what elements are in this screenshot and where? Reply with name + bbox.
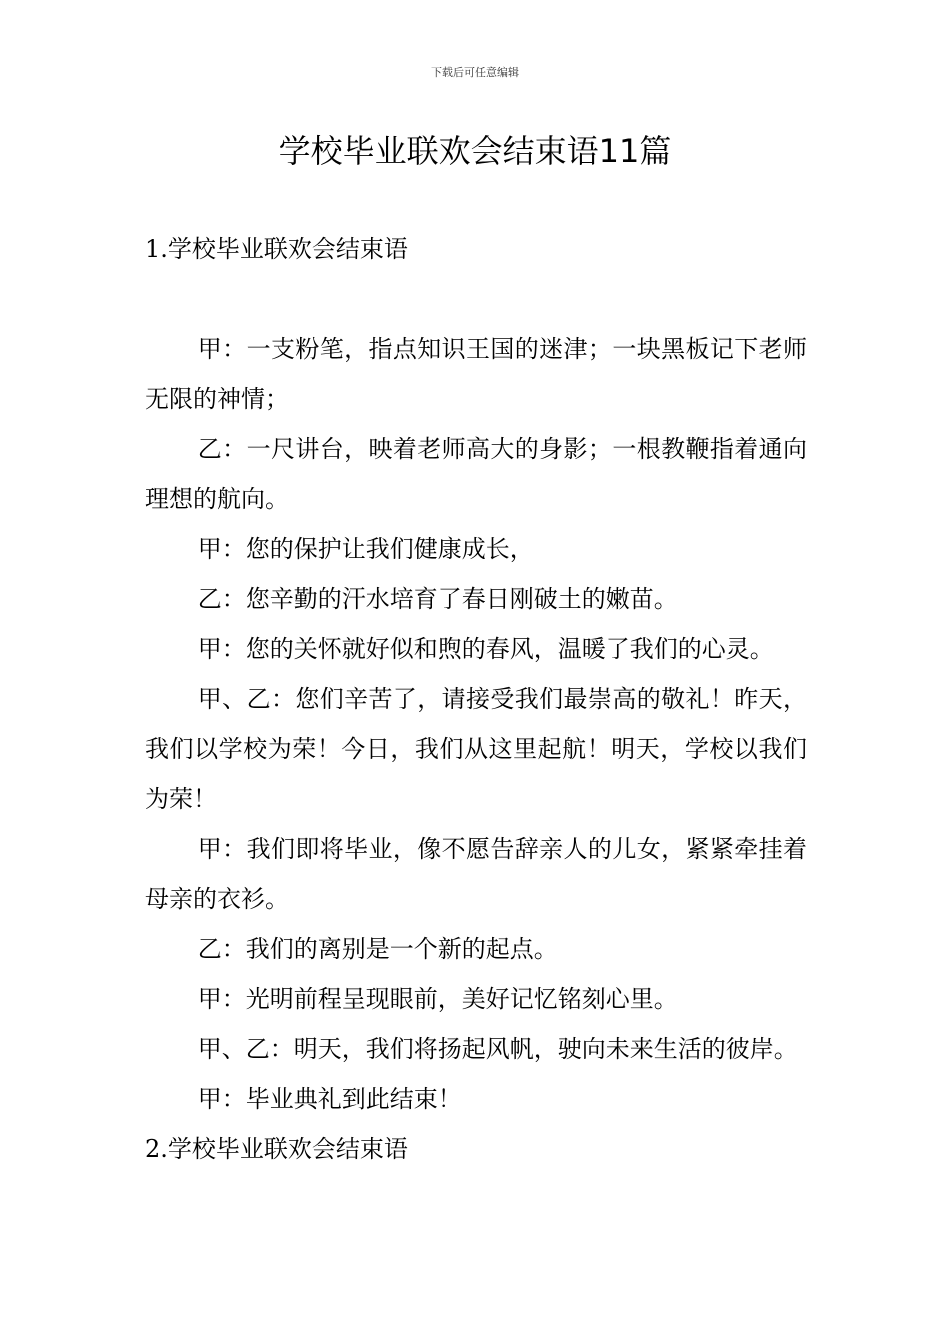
paragraph: 甲：您的保护让我们健康成长， [197, 535, 534, 563]
header-note: 下载后可任意编辑 [431, 66, 519, 79]
paragraph: 甲：我们即将毕业，像不愿告辞亲人的儿女，紧紧牵挂着母亲的衣衫。 [145, 835, 807, 913]
paragraph: 甲：毕业典礼到此结束！ [197, 1085, 462, 1113]
paragraph: 甲、乙：您们辛苦了，请接受我们最崇高的敬礼！昨天，我们以学校为荣！今日，我们从这里起航！明天，学校以我们为荣！ [145, 685, 807, 813]
spacer [145, 274, 807, 324]
paragraph: 甲、乙：明天，我们将扬起风帆，驶向未来生活的彼岸。 [197, 1035, 798, 1063]
document-body [145, 224, 807, 1174]
paragraph: 乙：我们的离别是一个新的起点。 [197, 935, 558, 963]
paragraph: 乙：您辛勤的汗水培育了春日刚破土的嫩苗。 [197, 585, 678, 613]
paragraph: 甲：您的关怀就好似和煦的春风，温暖了我们的心灵。 [197, 635, 774, 663]
document-title: 学校毕业联欢会结束语11篇 [278, 132, 672, 170]
section-heading: 1.学校毕业联欢会结束语 [145, 235, 408, 263]
paragraph: 甲：一支粉笔，指点知识王国的迷津；一块黑板记下老师无限的神情； [145, 335, 807, 413]
paragraph: 乙：一尺讲台，映着老师高大的身影；一根教鞭指着通向理想的航向。 [145, 435, 807, 513]
section-heading: 2.学校毕业联欢会结束语 [145, 1135, 408, 1163]
paragraph: 甲：光明前程呈现眼前，美好记忆铭刻心里。 [197, 985, 678, 1013]
